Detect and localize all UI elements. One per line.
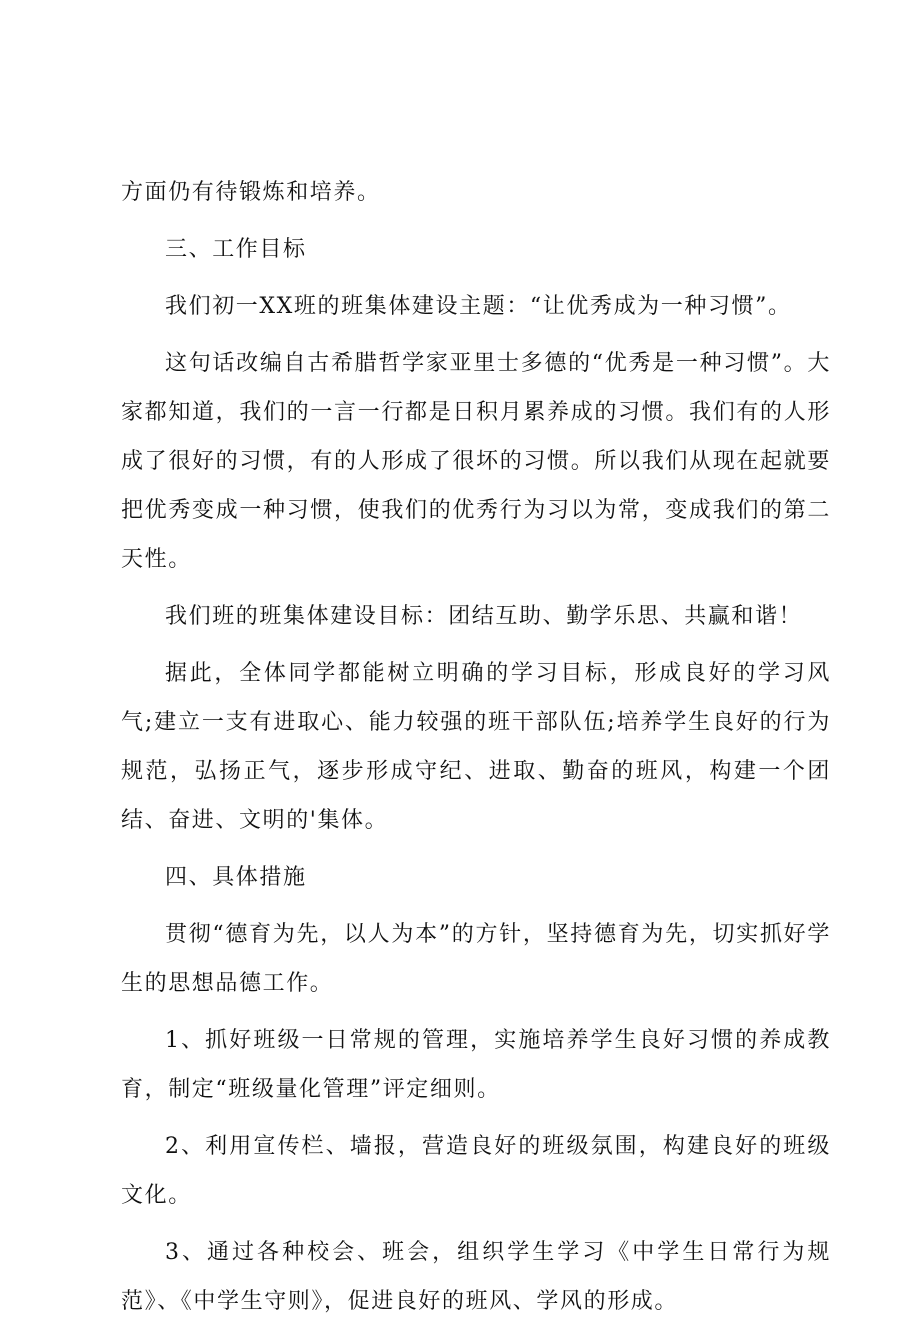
document-body	[121, 168, 831, 1334]
section-heading-measures: 四、具体措施	[165, 865, 307, 890]
measure-item-3: 3、通过各种校会、班会，组织学生学习《中学生日常行为规范》、《中学生守则》，促进良好的班风、学风的形成。	[121, 1240, 831, 1314]
section-heading-goals: 三、工作目标	[165, 237, 307, 262]
measure-item-1: 1、抓好班级一日常规的管理，实施培养学生良好习惯的养成教育，制定“班级量化管理”评定细则。	[121, 1028, 831, 1102]
paragraph-moral-education: 贯彻“德育为先，以人为本”的方针，坚持德育为先，切实抓好学生的思想品德工作。	[121, 922, 831, 996]
measure-item-2: 2、利用宣传栏、墙报，营造良好的班级氛围，构建良好的班级文化。	[121, 1134, 831, 1208]
paragraph-theme: 我们初一XX班的班集体建设主题：“让优秀成为一种习惯”。	[165, 294, 792, 319]
paragraph-continuation: 方面仍有待锻炼和培养。	[121, 180, 381, 205]
paragraph-aristotle-quote: 这句话改编自古希腊哲学家亚里士多德的“优秀是一种习惯”。大家都知道，我们的一言一行都是日积月累养成的习惯。我们有的人形成了很好的习惯，有的人形成了很坏的习惯。所以我们从现在起就要把优秀变成一种习惯，使我们的优秀行为习以为常，变成我们的第二天性。	[121, 351, 831, 572]
paragraph-goal-details: 据此，全体同学都能树立明确的学习目标，形成良好的学习风气;建立一支有进取心、能力较强的班干部队伍;培养学生良好的行为规范，弘扬正气，逐步形成守纪、进取、勤奋的班风，构建一个团结、奋进、文明的'集体。	[121, 661, 831, 833]
paragraph-class-goal: 我们班的班集体建设目标：团结互助、勤学乐思、共赢和谐！	[165, 604, 803, 629]
